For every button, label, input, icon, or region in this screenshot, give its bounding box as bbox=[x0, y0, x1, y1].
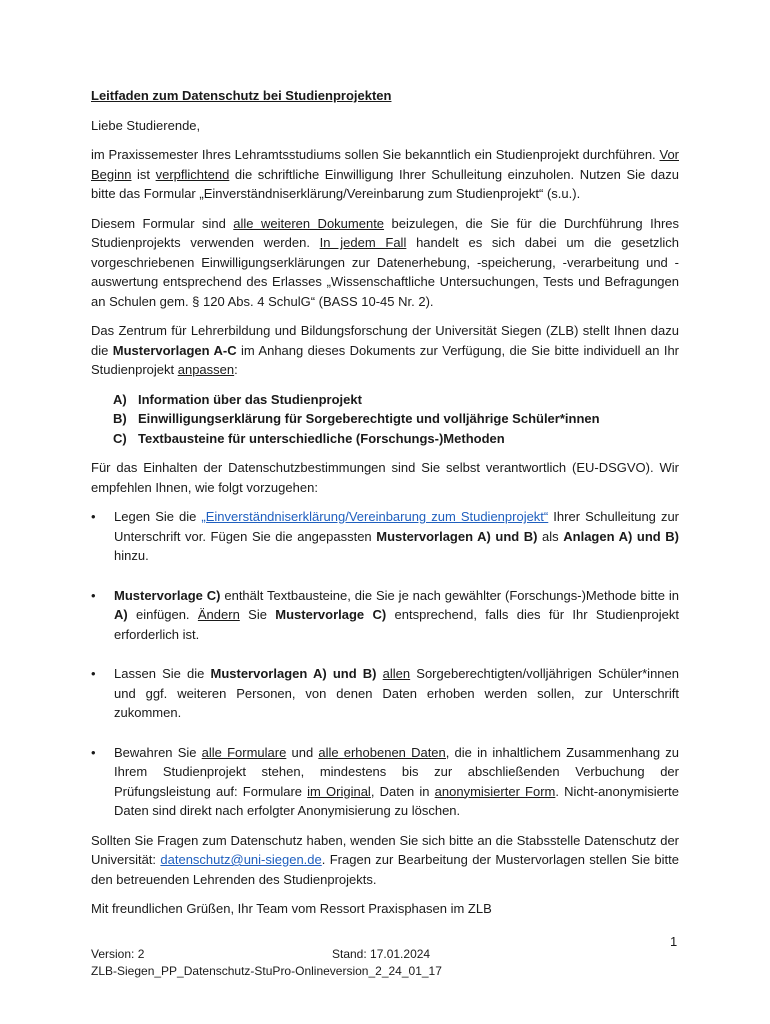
text: Diesem Formular sind bbox=[91, 215, 234, 231]
text: entsprechend, falls dies für Ihr Studienprojekt erforderlich ist. bbox=[114, 607, 680, 642]
text: enthält Textbausteine, die Sie je nach gewählter (Forschungs-)Methode bitte in bbox=[220, 587, 679, 603]
underlined-text: alle weiteren Dokumente bbox=[233, 215, 385, 231]
greeting: Liebe Studierende, bbox=[91, 117, 201, 133]
bullet-icon: • bbox=[91, 744, 96, 760]
bold-text: Mustervorlagen A-C bbox=[112, 342, 237, 358]
text: und bbox=[286, 744, 319, 760]
template-list bbox=[91, 390, 679, 449]
template-key: C) bbox=[113, 430, 127, 446]
bold-text: Mustervorlagen A) und B) bbox=[210, 666, 377, 681]
text: Legen Sie die bbox=[114, 509, 202, 524]
text: im Anhang dieses Dokuments zur Verfügung, die Sie bitte individuell an Ihr Studienprojekt bbox=[91, 342, 679, 377]
bullet-icon: • bbox=[91, 666, 96, 681]
underlined-text: In jedem Fall bbox=[319, 235, 407, 250]
underlined-text: anonymisierter Form bbox=[434, 783, 556, 799]
footer-filename: ZLB-Siegen_PP_Datenschutz-StuPro-Onlineversion_2_24_01_17 bbox=[91, 964, 442, 978]
text: Sie bbox=[239, 607, 276, 622]
step-item bbox=[91, 743, 679, 821]
template-label: Textbausteine für unterschiedliche (Forschungs-)Methoden bbox=[138, 430, 505, 446]
text: . Fragen zur Bearbeitung der Mustervorlagen stellen Sie bitte den betreuenden Lehrenden des Studienprojekts. bbox=[91, 852, 679, 887]
underlined-text: im Original bbox=[307, 783, 371, 799]
text: Ihrer Schulleitung zur Unterschrift vor. Fügen Sie die angepassten bbox=[114, 509, 680, 544]
bold-text: Mustervorlage C) bbox=[275, 607, 387, 622]
email-link[interactable]: datenschutz@uni-siegen.de bbox=[160, 852, 322, 867]
bullet-icon: • bbox=[91, 509, 96, 524]
underlined-text: allen bbox=[382, 666, 411, 681]
text: einfügen. bbox=[127, 607, 198, 622]
step-item bbox=[91, 586, 679, 645]
contact-paragraph bbox=[91, 831, 679, 890]
steps-list bbox=[91, 507, 679, 821]
footer-meta-row bbox=[91, 946, 511, 963]
text: Das Zentrum für Lehrerbildung und Bildungsforschung der Universität Siegen (ZLB) stellt Ihnen dazu die bbox=[91, 323, 679, 358]
text: beizulegen, die Sie für die Durchführung Ihres Studienprojekts verwenden werden. bbox=[91, 215, 680, 250]
closing-line: Mit freundlichen Grüßen, Ihr Team vom Ressort Praxisphasen im ZLB bbox=[91, 901, 492, 916]
text: die schriftliche Einwilligung Ihrer Schulleitung einzuholen. Nutzen Sie dazu bitte das Formular „Einverständniserklärung/Vereinbarung zum Studienprojekt“ (s.u.). bbox=[91, 166, 679, 201]
template-key: B) bbox=[113, 411, 127, 426]
documents-paragraph bbox=[91, 214, 679, 312]
intro-paragraph bbox=[91, 145, 679, 204]
template-item bbox=[91, 390, 679, 410]
text: im Praxissemester Ihres Lehramtsstudiums sollen Sie bekanntlich ein Studienprojekt durchführen. bbox=[91, 147, 660, 162]
text: als bbox=[537, 528, 564, 544]
footer bbox=[91, 946, 511, 980]
bold-text: Anlagen A) und B) bbox=[563, 528, 679, 544]
text: die in inhaltlichem Zusammenhang zu Ihrem Studienprojekt stehen, mindestens bis zur abschließenden Verbuchung der Prüfungsleistung auf: Formulare bbox=[114, 744, 679, 799]
template-item bbox=[91, 409, 679, 429]
text: handelt es sich dabei um die gesetzlich vorgeschriebenen Einwilligungserklärungen zur Datenerhebung, -speicherung, -verarbeitung und -auswertung entsprechend des Erlasses „Wissenschaftliche Untersuchungen, Tests und Befragungen an Schulen gem. § 120 Abs. 4 SchulG“ (BASS 10-45 Nr. 2). bbox=[91, 235, 680, 309]
bold-text: Mustervorlage C) bbox=[114, 587, 221, 603]
text: , Daten in bbox=[370, 783, 435, 799]
template-label: Information über das Studienprojekt bbox=[138, 391, 362, 407]
bold-text: A) bbox=[114, 607, 128, 622]
consent-form-link[interactable]: „Einverständniserklärung/Vereinbarung zum Studienprojekt“ bbox=[201, 509, 549, 524]
step-item bbox=[91, 507, 679, 566]
underlined-text: alle erhobenen Daten, bbox=[318, 744, 450, 760]
underlined-text: alle Formulare bbox=[201, 744, 287, 760]
underlined-text: verpflichtend bbox=[155, 166, 230, 182]
text: . Nicht-anonymisierte Daten sind direkt nach erfolgter Anonymisierung zu löschen. bbox=[114, 783, 679, 818]
text: Bewahren Sie bbox=[114, 744, 202, 760]
responsibility-paragraph: Für das Einhalten der Datenschutzbestimmungen sind Sie selbst verantwortlich (EU-DSGVO). Wir empfehlen Ihnen, wie folgt vorzugehen: bbox=[91, 460, 679, 495]
text: Sollten Sie Fragen zum Datenschutz haben, wenden Sie sich bitte an die Stabsstelle Datenschutz der Universität: bbox=[91, 832, 679, 867]
text: ist bbox=[131, 166, 156, 182]
document-title: Leitfaden zum Datenschutz bei Studienprojekten bbox=[91, 88, 392, 103]
text: Sorgeberechtigten/volljährigen Schüler*innen und ggf. weiteren Personen, von denen Daten erhoben werden sollen, zur Unterschrift zukommen. bbox=[114, 666, 679, 720]
underlined-text: Vor Beginn bbox=[91, 147, 679, 182]
document-body bbox=[91, 86, 679, 929]
page-number: 1 bbox=[670, 934, 678, 949]
step-item bbox=[91, 664, 679, 723]
bold-text: Mustervorlagen A) und B) bbox=[376, 528, 538, 544]
zlb-paragraph bbox=[91, 321, 679, 380]
text: hinzu. bbox=[114, 548, 149, 563]
underlined-text: Ändern bbox=[197, 607, 240, 622]
template-label: Einwilligungserklärung für Sorgeberechtigte und volljährige Schüler*innen bbox=[138, 411, 600, 426]
bullet-icon: • bbox=[91, 587, 96, 603]
text: Lassen Sie die bbox=[114, 666, 211, 681]
stand-date: Stand: 17.01.2024 bbox=[332, 947, 431, 961]
version-label: Version: 2 bbox=[91, 947, 145, 961]
text: : bbox=[234, 362, 238, 377]
template-item bbox=[91, 429, 679, 449]
underlined-text: anpassen bbox=[177, 362, 235, 377]
template-key: A) bbox=[113, 391, 127, 407]
